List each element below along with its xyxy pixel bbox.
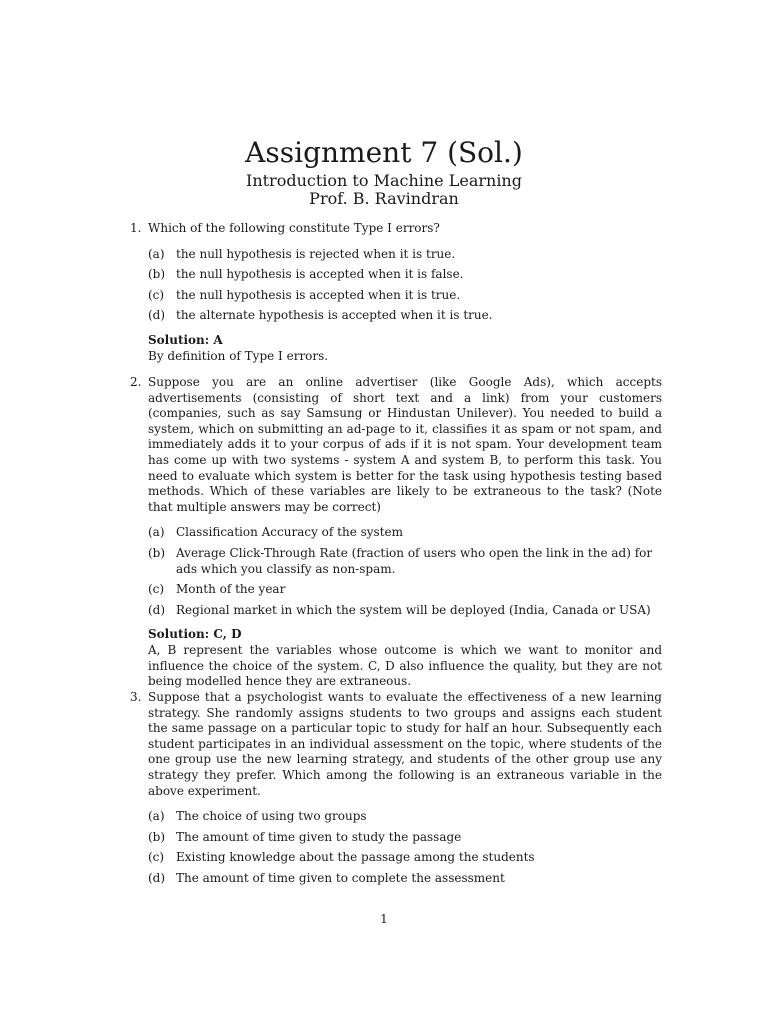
option-text: The amount of time given to study the passage [176,829,462,844]
question-3 [130,690,662,892]
option-a [148,809,662,825]
option-b [148,267,662,283]
solution-heading: Solution: C, D [148,627,242,642]
question-2 [130,375,662,690]
question-number: 1. [130,221,142,235]
option-text: Month of the year [176,582,286,597]
page-title: Assignment 7 (Sol.) [245,136,523,169]
option-label: (b) [148,267,166,282]
option-text: the null hypothesis is accepted when it is false. [176,267,464,282]
option-d [148,603,662,619]
option-label: (b) [148,545,166,560]
option-label: (d) [148,308,166,323]
solution-block [148,627,662,689]
option-label: (c) [148,850,165,865]
option-label: (d) [148,602,166,617]
solution-text: By definition of Type I errors. [148,348,329,363]
option-a [148,525,662,541]
option-text: Average Click-Through Rate (fraction of users who open the link in the ad) for ads which you classify as non-spam. [176,545,653,576]
option-b [148,546,662,577]
options-list [148,247,662,324]
page-number: 1 [380,912,388,926]
solution-heading: Solution: A [148,332,223,347]
option-label: (c) [148,582,165,597]
solution-block [148,333,662,364]
option-c [148,850,662,866]
option-text: The amount of time given to complete the assessment [176,870,505,885]
question-1 [130,221,662,364]
option-label: (c) [148,287,165,302]
question-number: 3. [130,690,142,704]
options-list [148,525,662,618]
option-d [148,308,662,324]
option-d [148,871,662,887]
options-list [148,809,662,886]
question-number: 2. [130,375,142,389]
author-name: Prof. B. Ravindran [309,189,459,208]
option-b [148,830,662,846]
option-text: the null hypothesis is accepted when it is true. [176,287,461,302]
option-label: (a) [148,809,165,824]
course-subtitle: Introduction to Machine Learning [246,171,522,190]
option-c [148,288,662,304]
solution-text: A, B represent the variables whose outcome is which we want to monitor and influence the choice of the system. C, D also influence the quality, but they are not being modelled hence they are extraneous. [148,642,662,689]
question-text: Suppose you are an online advertiser (like Google Ads), which accepts advertisements (consisting of short text and a link) from your customers (companies, such as say Samsung or Hindustan Unilever). You needed to build a system, which on submitting an ad-page to it, classifies it as spam or not spam, and immediately adds it to your corpus of ads if it is not spam. Your development team has come up with two systems - system A and system B, to perform this task. You need to evaluate which system is better for the task using hypothesis testing based methods. Which of these variables are likely to be extraneous to the task? (Note that multiple answers may be correct) [148,375,662,514]
option-text: the alternate hypothesis is accepted when it is true. [176,308,493,323]
question-text: Which of the following constitute Type I errors? [148,221,440,235]
option-a [148,247,662,263]
option-text: Existing knowledge about the passage among the students [176,850,535,865]
option-label: (a) [148,246,165,261]
question-text: Suppose that a psychologist wants to evaluate the effectiveness of a new learning strategy. She randomly assigns students to two groups and assigns each student the same passage on a particular topic to study for half an hour. Subsequently each student participates in an individual assessment on the topic, where students of the one group use the new learning strategy, and students of the other group use any strategy they prefer. Which among the following is an extraneous variable in the above experiment. [148,690,662,798]
option-label: (a) [148,525,165,540]
option-c [148,582,662,598]
option-label: (d) [148,870,166,885]
option-label: (b) [148,829,166,844]
option-text: Classification Accuracy of the system [176,525,404,540]
option-text: the null hypothesis is rejected when it is true. [176,246,456,261]
option-text: Regional market in which the system will be deployed (India, Canada or USA) [176,602,651,617]
option-text: The choice of using two groups [176,809,367,824]
